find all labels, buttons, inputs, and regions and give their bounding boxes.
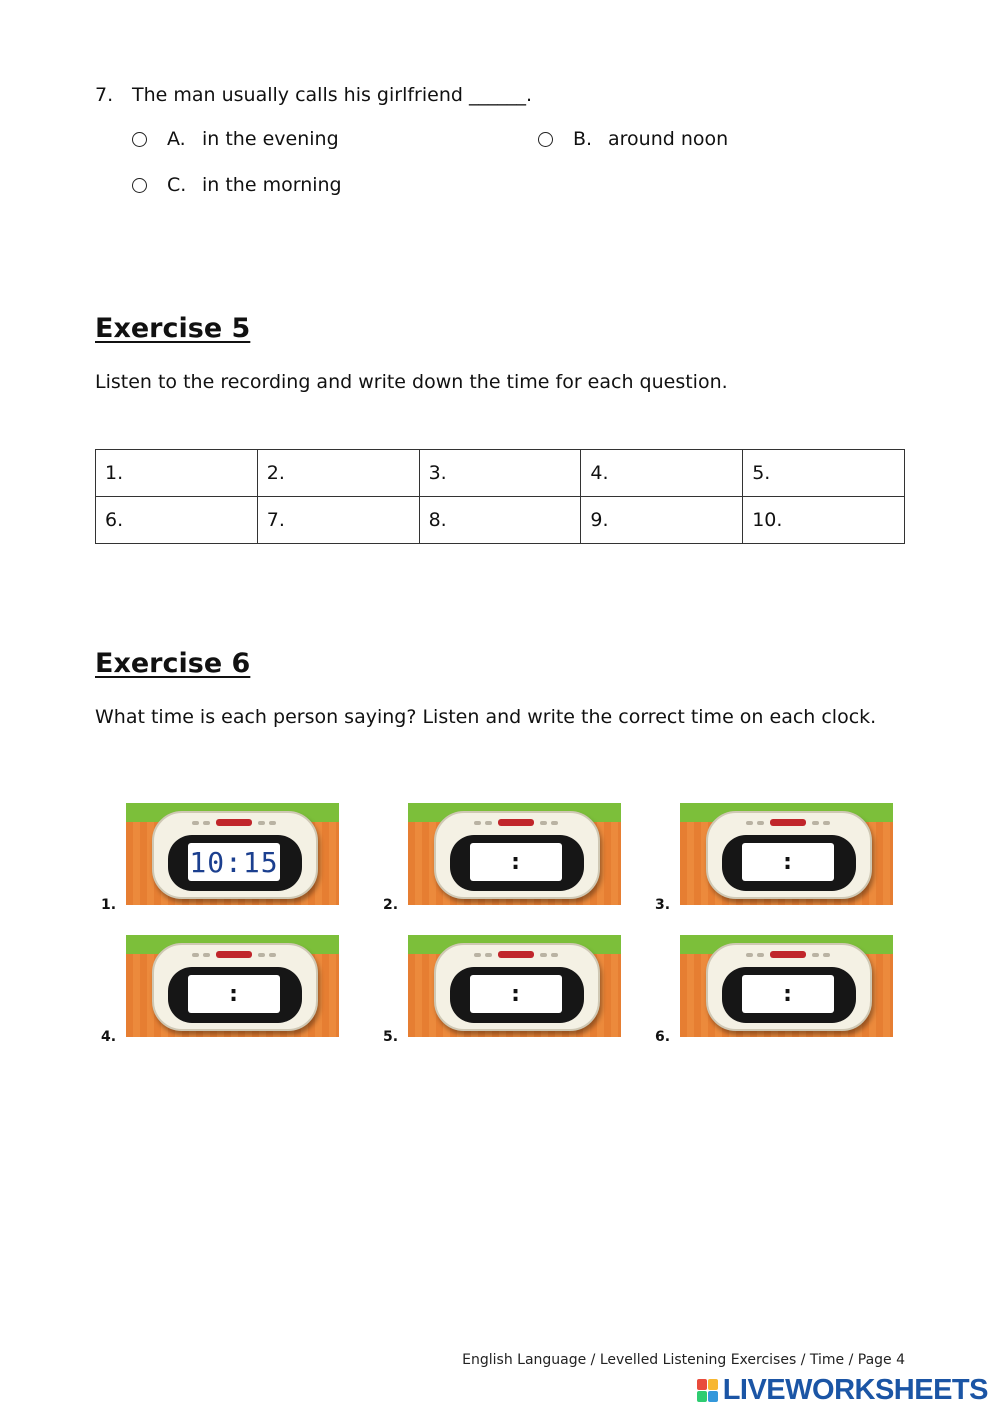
- clock-button: [746, 821, 753, 825]
- question-number: 7.: [95, 84, 114, 106]
- clock-alarm-bar: [770, 819, 806, 826]
- clock-button: [258, 821, 265, 825]
- radio-option-b[interactable]: [538, 132, 553, 147]
- clock-time: :: [783, 849, 793, 875]
- radio-option-c[interactable]: [132, 178, 147, 193]
- option-a[interactable]: [132, 128, 339, 150]
- table-row: [96, 450, 905, 497]
- clock-time-field[interactable]: [188, 843, 280, 881]
- clock-label: 2.: [383, 897, 399, 913]
- clock-item: [655, 935, 895, 1045]
- answer-table: [95, 449, 905, 544]
- alarm-clock-icon: [706, 811, 872, 899]
- clock-alarm-bar: [216, 951, 252, 958]
- alarm-clock-image: [408, 935, 621, 1037]
- radio-option-a[interactable]: [132, 132, 147, 147]
- clock-button: [474, 821, 481, 825]
- clock-item: [383, 935, 623, 1045]
- clock-time-field[interactable]: [470, 843, 562, 881]
- alarm-clock-icon: [152, 811, 318, 899]
- answer-cell[interactable]: 3.: [419, 450, 581, 497]
- clock-item: [655, 803, 895, 913]
- exercise-6-title: Exercise 6: [95, 648, 251, 679]
- answer-cell[interactable]: 4.: [581, 450, 743, 497]
- clock-button: [485, 821, 492, 825]
- clock-time-field[interactable]: [742, 843, 834, 881]
- clock-button: [540, 953, 547, 957]
- clock-display-frame: [450, 835, 584, 891]
- clock-button: [757, 821, 764, 825]
- alarm-clock-icon: [434, 943, 600, 1031]
- option-letter: A.: [167, 128, 186, 150]
- option-letter: C.: [167, 174, 187, 196]
- answer-cell[interactable]: 5.: [743, 450, 905, 497]
- clock-label: 6.: [655, 1029, 671, 1045]
- clock-button: [551, 821, 558, 825]
- clock-alarm-bar: [498, 951, 534, 958]
- clock-time-field[interactable]: [742, 975, 834, 1013]
- exercise-5-title: Exercise 5: [95, 313, 251, 344]
- clock-display-frame: [450, 967, 584, 1023]
- answer-cell[interactable]: 8.: [419, 497, 581, 544]
- liveworksheets-icon: [697, 1379, 719, 1403]
- option-letter: B.: [573, 128, 593, 150]
- alarm-clock-icon: [706, 943, 872, 1031]
- alarm-clock-icon: [152, 943, 318, 1031]
- clock-display-frame: [722, 835, 856, 891]
- alarm-clock-image: [408, 803, 621, 905]
- clock-button: [551, 953, 558, 957]
- clock-time-field[interactable]: [470, 975, 562, 1013]
- clock-label: 4.: [101, 1029, 117, 1045]
- clock-alarm-bar: [770, 951, 806, 958]
- clock-item: [101, 803, 341, 913]
- option-c[interactable]: [132, 174, 342, 196]
- answer-cell[interactable]: 7.: [257, 497, 419, 544]
- clock-item: [383, 803, 623, 913]
- option-text: around noon: [608, 128, 729, 150]
- alarm-clock-image: [680, 935, 893, 1037]
- clock-button: [540, 821, 547, 825]
- question-stem: The man usually calls his girlfriend ______.: [132, 84, 533, 106]
- clock-button: [269, 953, 276, 957]
- clock-time: :: [511, 981, 521, 1007]
- clock-time: :: [229, 981, 239, 1007]
- clock-button: [258, 953, 265, 957]
- clock-button: [812, 821, 819, 825]
- clock-label: 5.: [383, 1029, 399, 1045]
- clock-button: [474, 953, 481, 957]
- option-text: in the morning: [202, 174, 342, 196]
- clock-button: [269, 821, 276, 825]
- clock-button: [823, 953, 830, 957]
- exercise-6-instruction: What time is each person saying? Listen and write the correct time on each clock.: [95, 706, 877, 728]
- option-b[interactable]: [538, 128, 728, 150]
- clock-button: [757, 953, 764, 957]
- clock-button: [192, 821, 199, 825]
- alarm-clock-icon: [434, 811, 600, 899]
- answer-cell[interactable]: 1.: [96, 450, 258, 497]
- alarm-clock-image: [126, 803, 339, 905]
- clock-button: [203, 953, 210, 957]
- table-row: [96, 497, 905, 544]
- clock-time-field[interactable]: [188, 975, 280, 1013]
- clock-button: [485, 953, 492, 957]
- clock-item: [101, 935, 341, 1045]
- brand-logo: [697, 1374, 988, 1407]
- clock-label: 1.: [101, 897, 117, 913]
- clock-button: [812, 953, 819, 957]
- exercise-5-instruction: Listen to the recording and write down the time for each question.: [95, 371, 728, 393]
- option-text: in the evening: [202, 128, 339, 150]
- alarm-clock-image: [126, 935, 339, 1037]
- clock-button: [203, 821, 210, 825]
- answer-cell[interactable]: 6.: [96, 497, 258, 544]
- answer-cell[interactable]: 9.: [581, 497, 743, 544]
- clock-button: [823, 821, 830, 825]
- answer-cell[interactable]: 10.: [743, 497, 905, 544]
- alarm-clock-image: [680, 803, 893, 905]
- clock-time: 10:15: [189, 845, 279, 879]
- clock-time: :: [783, 981, 793, 1007]
- clock-alarm-bar: [498, 819, 534, 826]
- clock-alarm-bar: [216, 819, 252, 826]
- clock-button: [746, 953, 753, 957]
- clock-label: 3.: [655, 897, 671, 913]
- clock-display-frame: [722, 967, 856, 1023]
- clock-button: [192, 953, 199, 957]
- clock-display-frame: [168, 835, 302, 891]
- page-footer: English Language / Levelled Listening Exercises / Time / Page 4: [462, 1352, 905, 1368]
- clock-display-frame: [168, 967, 302, 1023]
- clock-time: :: [511, 849, 521, 875]
- brand-name: LIVEWORKSHEETS: [722, 1374, 988, 1406]
- answer-cell[interactable]: 2.: [257, 450, 419, 497]
